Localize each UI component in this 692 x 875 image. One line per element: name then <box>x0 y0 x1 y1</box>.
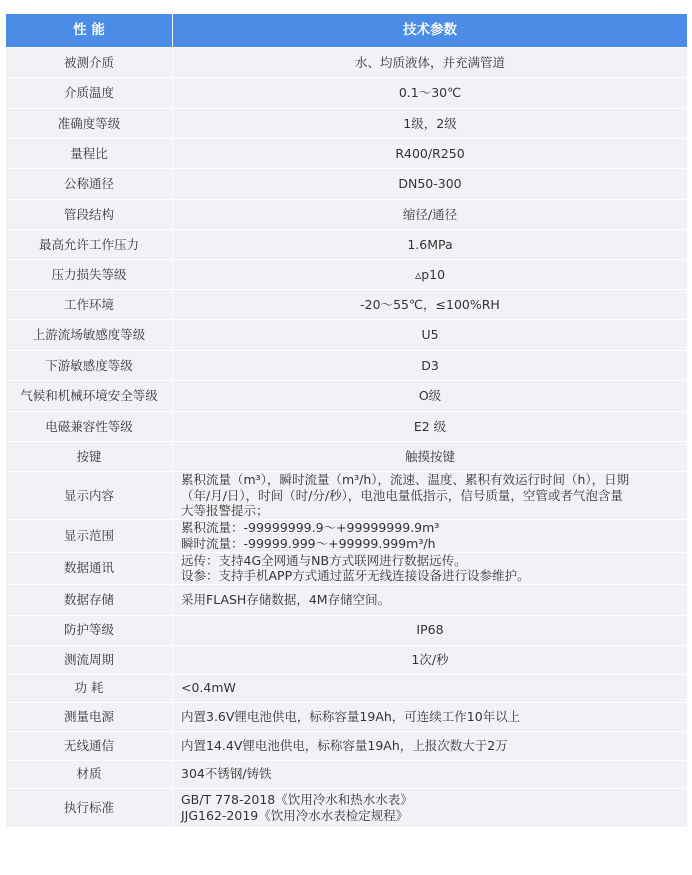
param-value <box>173 702 688 731</box>
param-value-line: 1.6MPa <box>407 236 453 252</box>
param-value-line: 内置3.6V锂电池供电，标称容量19Ah，可连续工作10年以上 <box>181 708 521 724</box>
table-row <box>6 78 688 109</box>
param-value <box>173 472 688 520</box>
table-row <box>6 109 688 139</box>
param-value <box>173 200 688 230</box>
param-value <box>173 760 688 788</box>
param-value <box>173 584 688 615</box>
header-row <box>6 14 688 48</box>
param-value <box>173 320 688 351</box>
table-row <box>6 260 688 290</box>
table-row <box>6 552 688 584</box>
param-value-line: ▵p10 <box>414 266 446 282</box>
param-value-line: 1次/秒 <box>411 651 449 667</box>
param-name: 数据存储 <box>6 584 173 615</box>
param-value <box>173 48 688 78</box>
param-value <box>173 381 688 412</box>
param-name: 显示范围 <box>6 519 173 552</box>
table-row <box>6 788 688 827</box>
param-value <box>173 139 688 169</box>
param-name: 电磁兼容性等级 <box>6 412 173 442</box>
param-name: 气候和机械环境安全等级 <box>6 381 173 412</box>
table-row <box>6 442 688 472</box>
param-value-line: 设参：支持手机APP方式通过蓝牙无线连接设备进行设参维护。 <box>181 568 530 583</box>
param-name: 防护等级 <box>6 615 173 645</box>
param-value-line: 远传：支持4G全网通与NB方式联网进行数据远传。 <box>181 552 467 568</box>
param-value <box>173 412 688 442</box>
param-name: 压力损失等级 <box>6 260 173 290</box>
param-value-line: U5 <box>421 327 439 343</box>
param-value <box>173 519 688 552</box>
param-value <box>173 260 688 290</box>
table-row <box>6 472 688 520</box>
param-value-line: 水、均质液体，并充满管道 <box>354 54 505 70</box>
table-row <box>6 731 688 760</box>
param-name: 材质 <box>6 760 173 788</box>
table-row <box>6 200 688 230</box>
table-row <box>6 139 688 169</box>
param-value-line: 采用FLASH存储数据，4M存储空间。 <box>181 591 391 607</box>
param-value-line: 0.1～30℃ <box>398 85 462 101</box>
param-value-line: 累积流量（m³），瞬时流量（m³/h），流速、温度、累积有效运行时间（h），日期 <box>181 472 630 487</box>
table-row <box>6 412 688 442</box>
param-value-line: D3 <box>421 357 439 373</box>
param-name: 准确度等级 <box>6 109 173 139</box>
param-value <box>173 788 688 827</box>
param-name: 无线通信 <box>6 731 173 760</box>
param-value-line: 缩径/通径 <box>402 206 458 222</box>
param-value <box>173 731 688 760</box>
param-value-line: 内置14.4V锂电池供电，标称容量19Ah，上报次数大于2万 <box>181 737 508 753</box>
param-value <box>173 351 688 381</box>
table-row <box>6 320 688 351</box>
param-value <box>173 645 688 674</box>
param-value-line: 触摸按键 <box>404 448 455 464</box>
param-value-line: GB/T 778-2018《饮用冷水和热水水表》 <box>181 792 413 807</box>
param-name: 测流周期 <box>6 645 173 674</box>
table-row <box>6 230 688 260</box>
param-name: 执行标准 <box>6 788 173 827</box>
param-value-line: 瞬时流量：-99999.999～+99999.999m³/h <box>181 535 436 551</box>
param-name: 最高允许工作压力 <box>6 230 173 260</box>
table-row <box>6 519 688 552</box>
param-value-line: 1级，2级 <box>403 115 457 131</box>
param-name: 被测介质 <box>6 48 173 78</box>
param-value-line: JJG162-2019《饮用冷水水表检定规程》 <box>181 807 409 823</box>
param-value <box>173 442 688 472</box>
param-value <box>173 169 688 200</box>
param-value-line: R400/R250 <box>395 145 465 161</box>
spec-body <box>6 48 688 828</box>
spec-table <box>5 13 688 828</box>
param-value-line: （年/月/日），时间（时/分/秒），电池电量低指示，信号质量，空管或者气泡含量 <box>181 487 623 503</box>
table-row <box>6 48 688 78</box>
param-value-line: 304不锈钢/铸铁 <box>181 766 272 782</box>
param-name: 测量电源 <box>6 702 173 731</box>
param-name: 功 耗 <box>6 674 173 702</box>
param-value <box>173 552 688 584</box>
table-row <box>6 702 688 731</box>
table-row <box>6 290 688 320</box>
table-row <box>6 615 688 645</box>
param-name: 介质温度 <box>6 78 173 109</box>
param-value-line: IP68 <box>416 622 444 638</box>
param-name: 管段结构 <box>6 200 173 230</box>
header-tech-params: 技术参数 <box>173 14 688 48</box>
param-value <box>173 674 688 702</box>
table-row <box>6 584 688 615</box>
param-value <box>173 615 688 645</box>
param-name: 数据通讯 <box>6 552 173 584</box>
table-row <box>6 760 688 788</box>
param-name: 工作环境 <box>6 290 173 320</box>
param-name: 下游敏感度等级 <box>6 351 173 381</box>
param-value-line: O级 <box>418 388 442 404</box>
param-value-line: <0.4mW <box>181 680 236 696</box>
param-name: 上游流场敏感度等级 <box>6 320 173 351</box>
table-row <box>6 169 688 200</box>
param-value <box>173 109 688 139</box>
table-row <box>6 351 688 381</box>
param-value <box>173 290 688 320</box>
param-value-line: DN50-300 <box>398 176 462 192</box>
param-value-line: 大等报警提示； <box>181 503 269 518</box>
table-row <box>6 645 688 674</box>
param-name: 按键 <box>6 442 173 472</box>
param-name: 量程比 <box>6 139 173 169</box>
param-value-line: 累积流量：-99999999.9～+99999999.9m³ <box>181 520 440 535</box>
param-value-line: E2 级 <box>413 418 447 434</box>
header-performance: 性 能 <box>6 14 173 48</box>
table-row <box>6 381 688 412</box>
param-value <box>173 230 688 260</box>
table-row <box>6 674 688 702</box>
param-value <box>173 78 688 109</box>
param-name: 公称通径 <box>6 169 173 200</box>
param-name: 显示内容 <box>6 472 173 520</box>
param-value-line: -20～55℃，≤100%RH <box>360 296 500 312</box>
